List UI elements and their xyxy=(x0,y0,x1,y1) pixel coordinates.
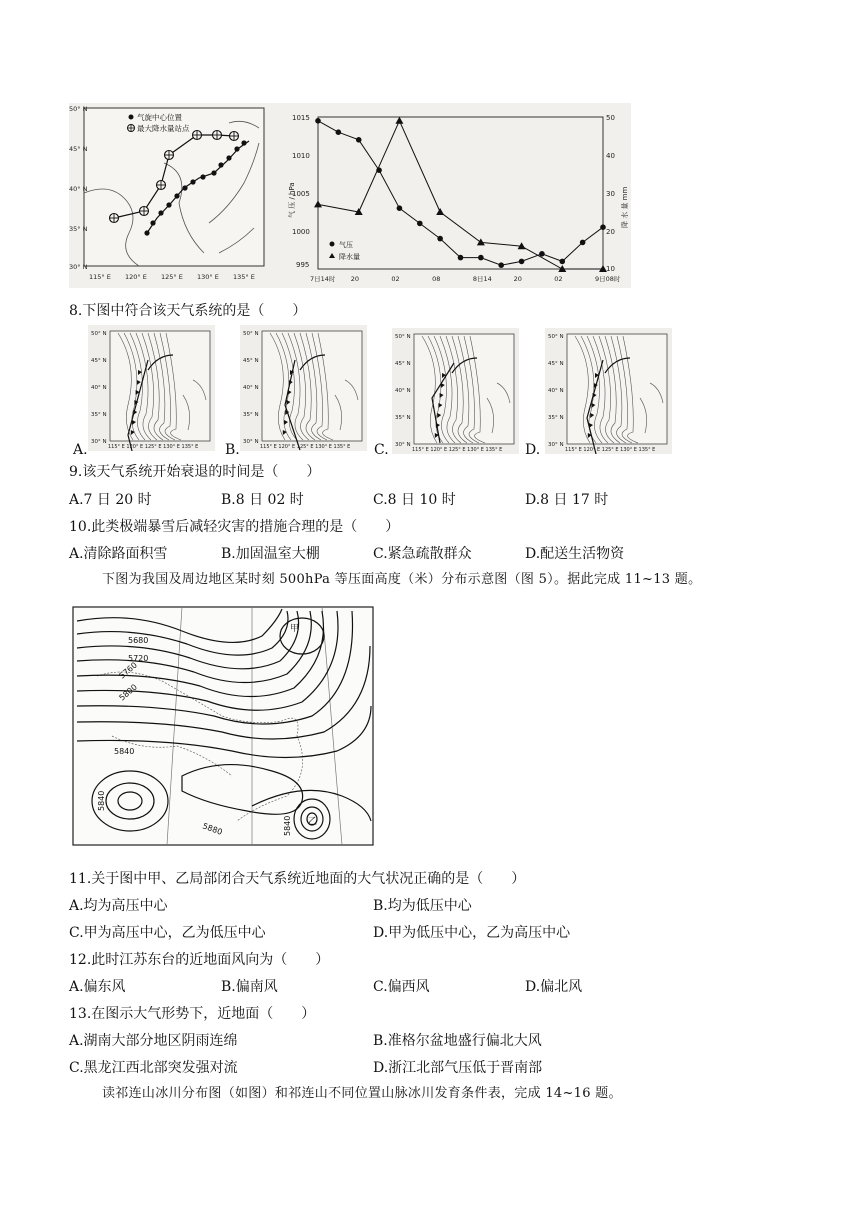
q9-stem: 9.该天气系统开始衰退的时间是（ ） xyxy=(69,464,321,480)
label-jia: 甲 xyxy=(290,624,300,634)
x-tick-label: 7日14时 xyxy=(310,275,336,283)
q9-option-c[interactable]: C.8 日 10 时 xyxy=(373,492,456,508)
x-tick-label: 20 xyxy=(350,275,359,283)
q8-map-lat-label: 50° N xyxy=(91,331,107,337)
pressure-point xyxy=(417,221,423,227)
q8-option-map xyxy=(88,325,215,451)
q8-option-map xyxy=(392,328,519,454)
q8-map-lon-labels: 115° E 120° E 125° E 130° E 135° E xyxy=(565,447,656,453)
precip-point xyxy=(477,238,485,245)
contour-label: 5680 xyxy=(128,636,149,645)
q8-map-lat-label: 50° N xyxy=(395,334,411,340)
q8-map-lat-label: 30° N xyxy=(395,442,411,448)
q8-stem: 8.下图中符合该天气系统的是（ ） xyxy=(69,303,307,319)
contour-label: 5800 xyxy=(117,682,139,703)
contour-label: 5840 xyxy=(283,815,292,836)
cyclone-track-map xyxy=(69,103,269,288)
intro-14-16: 读祁连山冰川分布图（如图）和祁连山不同位置山脉冰川发育条件表，完成 14~16 题。 xyxy=(102,1086,622,1101)
q12-stem: 12.此时江苏东台的近地面风向为（ ） xyxy=(69,952,330,968)
pressure-point xyxy=(478,255,484,261)
precip-point xyxy=(314,200,322,207)
q13-stem: 13.在图示大气形势下，近地面（ ） xyxy=(69,1006,316,1022)
q8-option-c[interactable]: C. xyxy=(374,442,389,458)
q8-map-lon-labels: 115° E 120° E 125° E 130° E 135° E xyxy=(412,447,503,453)
left-tick-label: 1000 xyxy=(292,228,310,236)
x-tick-label: 02 xyxy=(391,275,400,283)
q9-option-d[interactable]: D.8 日 17 时 xyxy=(525,492,609,508)
map-lat-label: 50° N xyxy=(69,105,88,113)
pressure-point xyxy=(336,129,342,135)
q8-map-lat-label: 50° N xyxy=(243,331,259,337)
map-lon-label: 115° E xyxy=(89,273,111,281)
left-tick-label: 1010 xyxy=(292,152,310,160)
pressure-point xyxy=(315,118,321,124)
intro-11-13: 下图为我国及周边地区某时刻 500hPa 等压面高度（米）分布示意图（图 5）。据此完成 11~13 题。 xyxy=(102,572,702,587)
map-lat-label: 45° N xyxy=(69,145,88,153)
q8-map-lat-label: 35° N xyxy=(243,412,259,418)
q8-map-lat-label: 45° N xyxy=(91,358,107,364)
pressure-point xyxy=(559,259,565,265)
x-tick-label: 20 xyxy=(513,275,522,283)
legend-cyclone-label: 气旋中心位置 xyxy=(137,113,182,122)
legend-precip: 降水量 xyxy=(339,253,360,261)
map-lon-label: 125° E xyxy=(161,273,183,281)
q8-map-lat-label: 35° N xyxy=(395,415,411,421)
q8-option-b[interactable]: B. xyxy=(225,442,240,458)
q8-map-lat-label: 30° N xyxy=(243,439,259,445)
q10-stem: 10.此类极端暴雪后减轻灾害的措施合理的是（ ） xyxy=(69,519,400,535)
q11-option-d[interactable]: D.甲为低压中心，乙为高压中心 xyxy=(373,925,571,941)
q8-option-d[interactable]: D. xyxy=(525,442,541,458)
map-lat-label: 40° N xyxy=(69,185,88,193)
q8-map-lat-label: 40° N xyxy=(243,385,259,391)
contour-label: 5840 xyxy=(97,790,106,811)
contour-label: 5840 xyxy=(114,747,135,756)
left-tick-label: 995 xyxy=(296,261,310,269)
x-tick-label: 9日08时 xyxy=(595,275,621,283)
q11-stem: 11.关于图中甲、乙局部闭合天气系统近地面的大气状况正确的是（ ） xyxy=(69,871,526,887)
q11-option-a[interactable]: A.均为高压中心 xyxy=(69,898,168,914)
map-lat-label: 30° N xyxy=(69,263,88,271)
q8-map-lat-label: 40° N xyxy=(91,385,107,391)
precip-point xyxy=(436,208,444,215)
q8-map-lat-label: 30° N xyxy=(91,439,107,445)
top-figure xyxy=(69,103,631,288)
left-tick-label: 1005 xyxy=(292,190,310,198)
pressure-line xyxy=(318,121,603,265)
left-axis-label: 气 压 / hPa xyxy=(288,182,296,218)
q10-option-d[interactable]: D.配送生活物资 xyxy=(525,546,625,562)
contour-label: 5760 xyxy=(117,660,139,681)
label-yi: 乙 xyxy=(308,817,318,827)
q8-map-lat-label: 45° N xyxy=(395,361,411,367)
q12-option-b[interactable]: B.偏南风 xyxy=(221,979,278,995)
q12-option-d[interactable]: D.偏北风 xyxy=(525,979,583,995)
q10-option-a[interactable]: A.清除路面积雪 xyxy=(69,546,168,562)
q13-option-c[interactable]: C.黑龙江西北部突发强对流 xyxy=(69,1060,238,1076)
q8-map-lat-label: 50° N xyxy=(548,334,564,340)
right-axis-label: 降 水 量 mm xyxy=(621,186,629,228)
pressure-precip-chart xyxy=(284,103,631,288)
q13-option-a[interactable]: A.湖南大部分地区阴雨连绵 xyxy=(69,1033,238,1049)
right-tick-label: 10 xyxy=(606,265,615,273)
right-tick-label: 20 xyxy=(606,228,615,236)
precip-point xyxy=(395,117,403,124)
q8-map-lat-label: 40° N xyxy=(395,388,411,394)
q8-map-lon-labels: 115° E 120° E 125° E 130° E 135° E xyxy=(108,444,199,450)
q13-option-b[interactable]: B.准格尔盆地盛行偏北大风 xyxy=(373,1033,542,1049)
pressure-point xyxy=(580,240,586,246)
right-tick-label: 50 xyxy=(606,114,615,122)
q11-option-c[interactable]: C.甲为高压中心，乙为低压中心 xyxy=(69,925,266,941)
map-lon-label: 130° E xyxy=(197,273,219,281)
contour-label: 5880 xyxy=(201,821,224,837)
q9-option-a[interactable]: A.7 日 20 时 xyxy=(69,492,152,508)
q8-map-lat-label: 35° N xyxy=(91,412,107,418)
q8-map-lat-label: 40° N xyxy=(548,388,564,394)
pressure-point xyxy=(498,262,504,268)
pressure-point xyxy=(397,205,403,211)
q9-option-b[interactable]: B.8 日 02 时 xyxy=(221,492,304,508)
q8-map-lon-labels: 115° E 120° E 125° E 130° E 135° E xyxy=(260,444,351,450)
q8-map-lat-label: 45° N xyxy=(548,361,564,367)
q8-map-lat-label: 35° N xyxy=(548,415,564,421)
x-tick-label: 02 xyxy=(554,275,563,283)
q12-option-c[interactable]: C.偏西风 xyxy=(373,979,430,995)
map-lat-label: 35° N xyxy=(69,225,88,233)
legend-pressure: 气压 xyxy=(339,241,353,249)
map-lon-label: 135° E xyxy=(233,273,255,281)
q8-option-map xyxy=(240,325,367,451)
q8-map-lat-label: 30° N xyxy=(548,442,564,448)
pressure-point xyxy=(437,236,443,242)
q8-option-map xyxy=(545,328,672,454)
q13-option-d[interactable]: D.浙江北部气压低于晋南部 xyxy=(373,1060,543,1076)
legend-precip-label: 最大降水量站点 xyxy=(137,124,190,133)
pressure-point xyxy=(519,259,525,265)
x-tick-label: 08 xyxy=(432,275,441,283)
pressure-point xyxy=(600,224,606,230)
fig5-500hpa-map xyxy=(72,606,374,846)
right-tick-label: 30 xyxy=(606,190,615,198)
q11-option-b[interactable]: B.均为低压中心 xyxy=(373,898,472,914)
q10-option-c[interactable]: C.紧急疏散群众 xyxy=(373,546,472,562)
q8-map-lat-label: 45° N xyxy=(243,358,259,364)
pressure-point xyxy=(458,255,464,261)
q8-option-a[interactable]: A. xyxy=(73,442,88,458)
q12-option-a[interactable]: A.偏东风 xyxy=(69,979,126,995)
q10-option-b[interactable]: B.加固温室大棚 xyxy=(221,546,320,562)
x-tick-label: 8日14 xyxy=(472,275,492,283)
pressure-point xyxy=(356,137,362,143)
contour-label: 5720 xyxy=(128,654,149,663)
left-tick-label: 1015 xyxy=(292,114,310,122)
map-lon-label: 120° E xyxy=(125,273,147,281)
pressure-point xyxy=(539,251,545,257)
right-tick-label: 40 xyxy=(606,152,615,160)
